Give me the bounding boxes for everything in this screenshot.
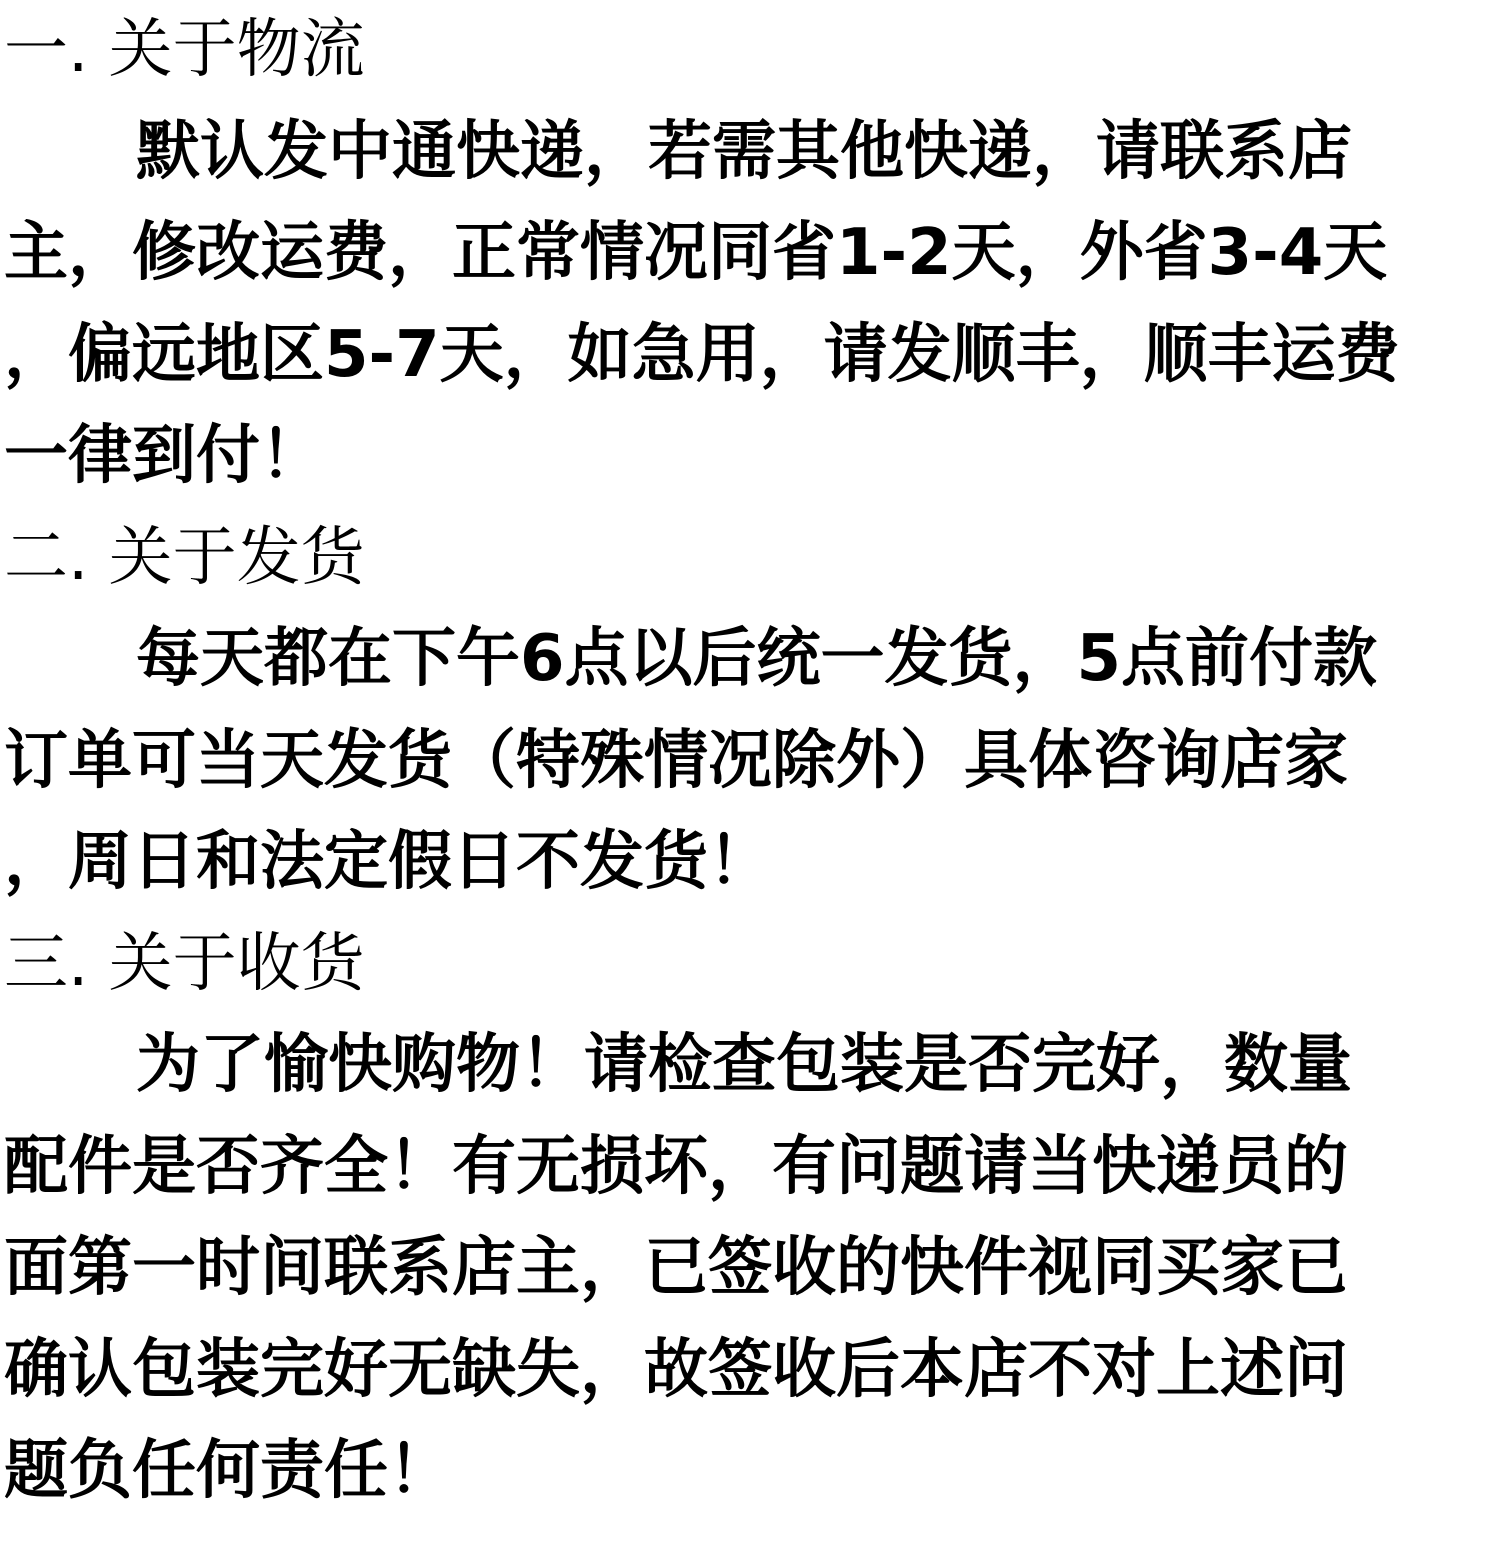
- section-text-line: ，周日和法定假日不发货！: [4, 825, 772, 899]
- section-heading-logistics: 一. 关于物流: [4, 13, 365, 87]
- section-text-line: 题负任何责任！: [4, 1434, 452, 1508]
- section-heading-shipping: 二. 关于发货: [4, 520, 365, 595]
- section-text-line: 每天都在下午6点以后统一发货，5点前付款: [136, 622, 1378, 696]
- section-text-line: 一律到付！: [4, 419, 324, 493]
- section-text-line: 默认发中通快递，若需其他快递，请联系店: [136, 114, 1352, 189]
- section-text-line: 面第一时间联系店主，已签收的快件视同买家已: [4, 1231, 1348, 1305]
- section-text-line: 主，修改运费，正常情况同省1-2天，外省3-4天: [4, 216, 1388, 290]
- section-text-line: 订单可当天发货（特殊情况除外）具体咨询店家: [4, 723, 1348, 798]
- section-text-line: 配件是否齐全！有无损坏，有问题请当快递员的: [4, 1129, 1348, 1204]
- section-receiving: [4, 914, 1492, 1523]
- section-text-line: 确认包装完好无缺失，故签收后本店不对上述问: [4, 1332, 1348, 1407]
- section-shipping: [4, 508, 1492, 914]
- section-text-line: ，偏远地区5-7天，如急用，请发顺丰，顺丰运费: [4, 317, 1400, 392]
- section-logistics: [4, 0, 1492, 508]
- section-text-line: 为了愉快购物！请检查包装是否完好，数量: [136, 1028, 1352, 1102]
- section-heading-receiving: 三. 关于收货: [4, 926, 365, 1001]
